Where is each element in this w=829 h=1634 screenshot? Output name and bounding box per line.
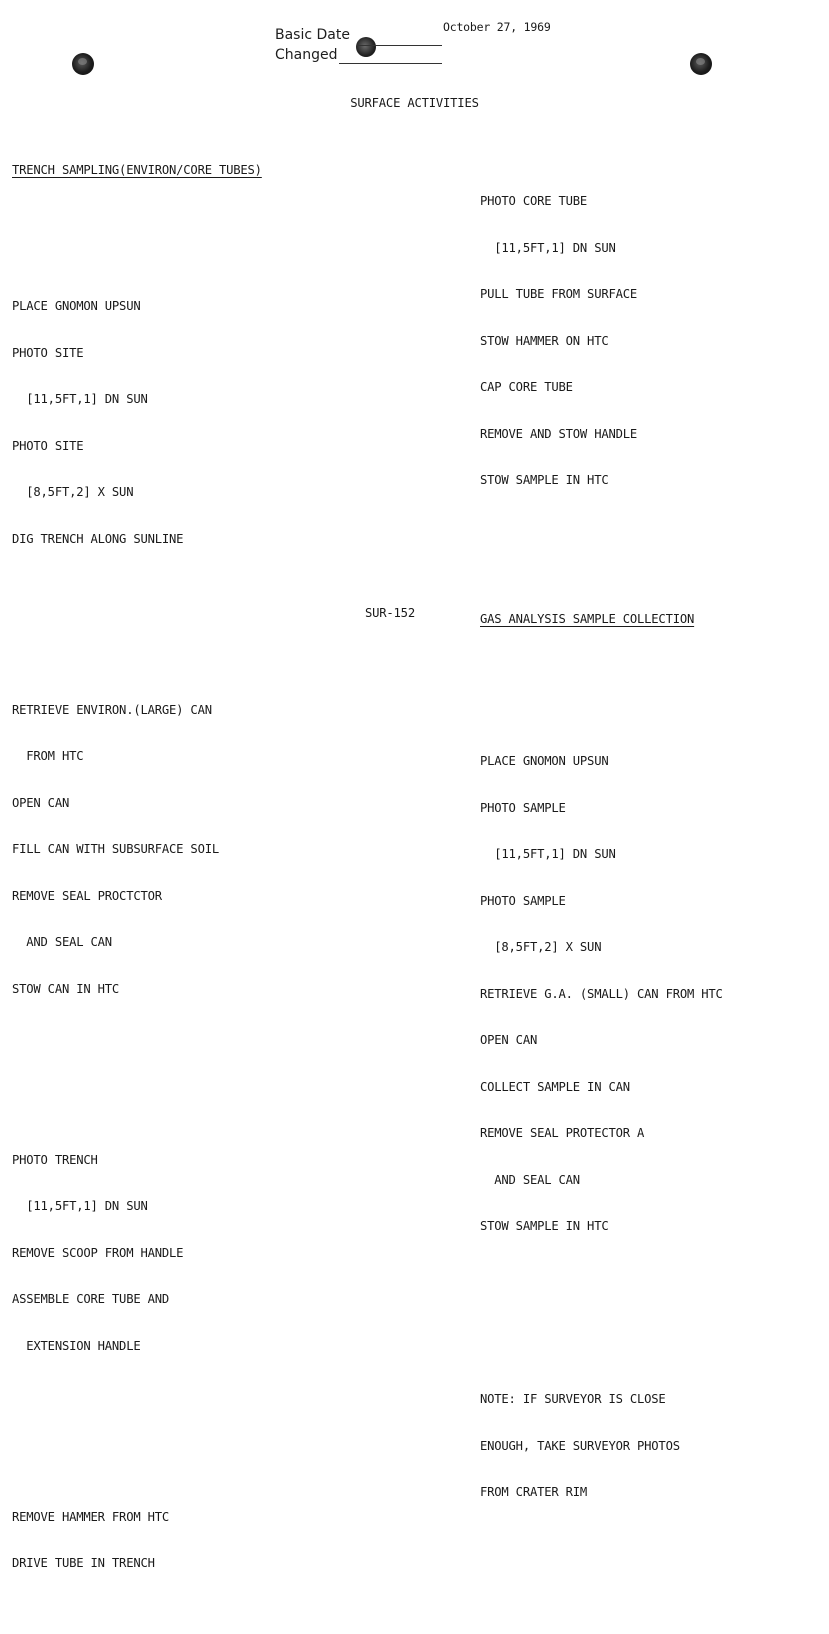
gas-analysis-heading: GAS ANALYSIS SAMPLE COLLECTION <box>480 612 695 626</box>
step-line: OPEN CAN <box>12 795 70 810</box>
trench-block-3 <box>12 1122 262 1386</box>
step-line: [8,5FT,2] X SUN <box>12 485 134 499</box>
step-line: [11,5FT,1] DN SUN <box>12 392 148 406</box>
step-line: FILL CAN WITH SUBSURFACE SOIL <box>12 842 219 856</box>
spacer <box>12 609 262 625</box>
step-line: DRIVE TUBE IN TRENCH <box>12 1556 155 1570</box>
binder-hole-left <box>72 53 94 75</box>
note-line: ENOUGH, TAKE SURVEYOR PHOTOS <box>480 1438 680 1453</box>
spacer <box>12 1059 262 1075</box>
step-line: REMOVE SEAL PROTECTOR A <box>480 1126 645 1140</box>
basic-date-value: October 27, 1969 <box>443 20 551 34</box>
step-line: STOW HAMMER ON HTC <box>480 333 609 348</box>
step-line: PHOTO CORE TUBE <box>480 194 588 208</box>
surveyor-note <box>480 1361 723 1532</box>
trench-block-2 <box>12 672 262 1029</box>
step-line: REMOVE AND STOW HANDLE <box>480 426 638 441</box>
gas-analysis-steps <box>480 723 723 1266</box>
left-column <box>12 132 262 1634</box>
step-line: EXTENSION HANDLE <box>12 1338 141 1353</box>
step-line: REMOVE SEAL PROCTCTOR <box>12 888 162 903</box>
changed-underline <box>339 63 442 64</box>
binder-hole-right <box>690 53 712 75</box>
step-line: ASSEMBLE CORE TUBE AND <box>12 1292 170 1306</box>
step-line: PHOTO TRENCH <box>12 1152 98 1167</box>
note-line: NOTE: IF SURVEYOR IS CLOSE <box>480 1392 666 1406</box>
changed-label: Changed <box>275 47 338 63</box>
trench-block-1 <box>12 268 262 578</box>
step-line: REMOVE HAMMER FROM HTC <box>12 1509 170 1524</box>
step-line: AND SEAL CAN <box>12 935 112 949</box>
step-line: FROM HTC <box>12 749 84 763</box>
step-line: RETRIEVE ENVIRON.(LARGE) CAN <box>12 702 212 717</box>
step-line: [11,5FT,1] DN SUN <box>480 240 616 255</box>
note-line: FROM CRATER RIM <box>480 1485 588 1499</box>
step-line: PLACE GNOMON UPSUN <box>480 754 609 768</box>
step-line: REMOVE SCOOP FROM HANDLE <box>12 1245 184 1260</box>
step-line: [11,5FT,1] DN SUN <box>12 1199 148 1213</box>
spacer <box>12 210 262 222</box>
step-line: STOW CAN IN HTC <box>12 981 120 996</box>
step-line: OPEN CAN <box>480 1033 538 1047</box>
spacer <box>480 659 723 677</box>
spacer <box>480 1297 723 1315</box>
step-line: DIG TRENCH ALONG SUNLINE <box>12 531 184 546</box>
step-line: COLLECT SAMPLE IN CAN <box>480 1079 630 1094</box>
step-line: PHOTO SITE <box>12 345 84 360</box>
spacer <box>480 551 723 566</box>
step-line: [11,5FT,1] DN SUN <box>480 847 616 861</box>
binder-hole-center <box>356 37 376 57</box>
step-line: AND SEAL CAN <box>480 1172 580 1187</box>
step-line: PHOTO SAMPLE <box>480 800 566 815</box>
step-line: CAP CORE TUBE <box>480 380 573 394</box>
step-line: PLACE GNOMON UPSUN <box>12 299 141 313</box>
step-line: PHOTO SAMPLE <box>480 893 566 908</box>
step-line: RETRIEVE G.A. (SMALL) CAN FROM HTC <box>480 986 723 1001</box>
spacer <box>12 1416 262 1432</box>
step-line: [8,5FT,2] X SUN <box>480 940 602 954</box>
core-tube-steps <box>480 163 723 520</box>
page-title: SURFACE ACTIVITIES <box>350 96 479 110</box>
trench-block-4 <box>12 1479 262 1603</box>
step-line: PHOTO SITE <box>12 438 84 453</box>
step-line: STOW SAMPLE IN HTC <box>480 1219 609 1233</box>
basic-date-label: Basic Date <box>275 27 350 43</box>
page-number: SUR-152 <box>365 606 415 620</box>
basic-date-underline <box>357 45 442 46</box>
step-line: PULL TUBE FROM SURFACE <box>480 287 638 301</box>
trench-sampling-heading: TRENCH SAMPLING(ENVIRON/CORE TUBES) <box>12 163 262 177</box>
right-column <box>480 132 723 1563</box>
step-line: STOW SAMPLE IN HTC <box>480 473 609 487</box>
